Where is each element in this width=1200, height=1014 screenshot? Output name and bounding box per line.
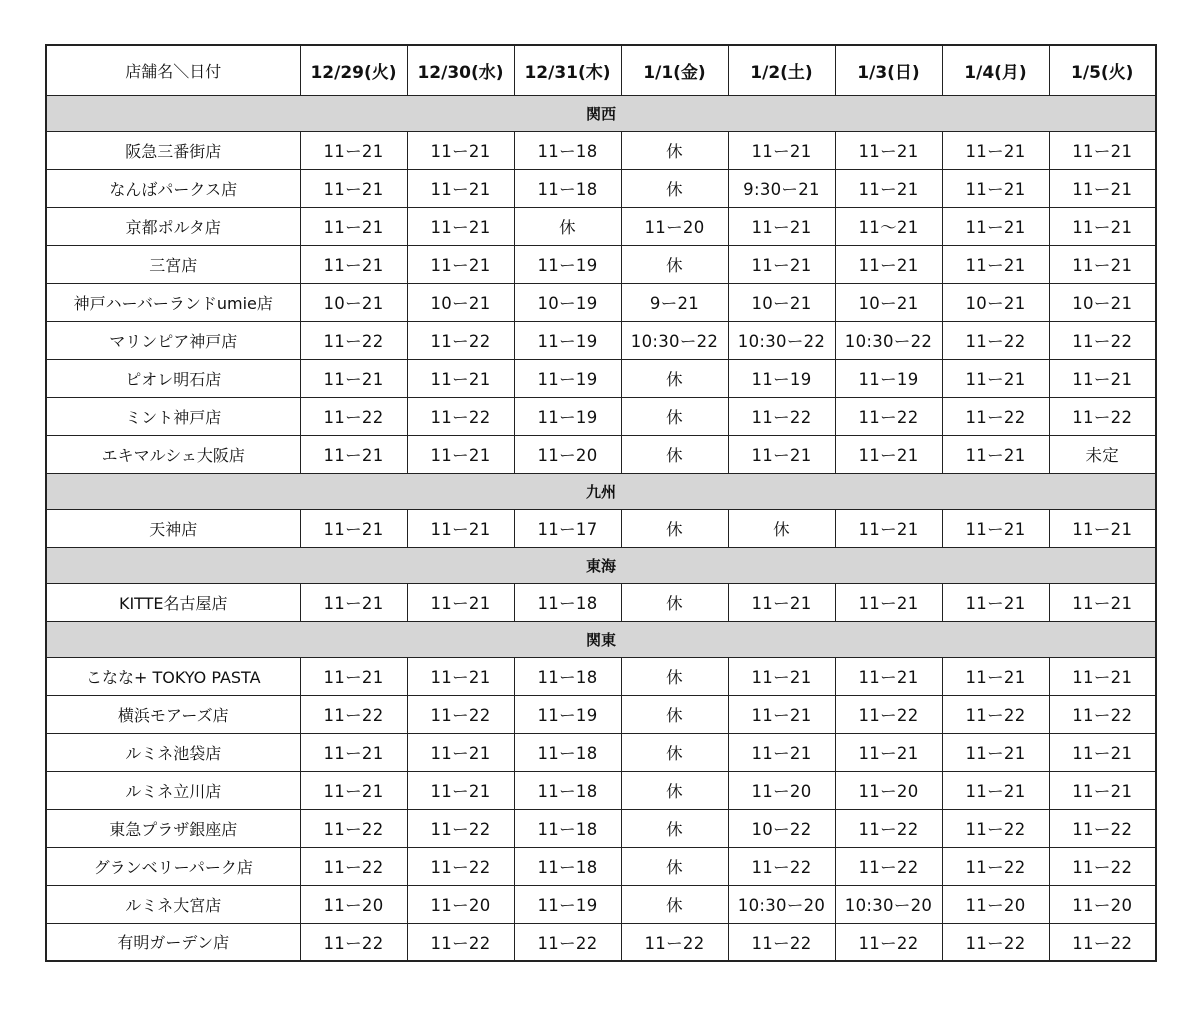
table-row bbox=[46, 207, 1156, 245]
table-row bbox=[46, 283, 1156, 321]
hours-cell: 11ー20 bbox=[942, 885, 1049, 923]
hours-cell: 10:30ー20 bbox=[728, 885, 835, 923]
hours-cell: 11ー22 bbox=[300, 847, 407, 885]
table-row bbox=[46, 657, 1156, 695]
hours-cell: 11ー21 bbox=[407, 207, 514, 245]
hours-cell: 10ー21 bbox=[407, 283, 514, 321]
date-header: 1/4(月) bbox=[942, 45, 1049, 95]
table-row bbox=[46, 169, 1156, 207]
store-name: 横浜モアーズ店 bbox=[46, 695, 300, 733]
hours-cell: 11ー21 bbox=[407, 509, 514, 547]
region-heading: 関東 bbox=[46, 621, 1156, 657]
hours-cell: 11ー19 bbox=[514, 321, 621, 359]
store-name: ミント神戸店 bbox=[46, 397, 300, 435]
hours-cell: 11ー21 bbox=[728, 131, 835, 169]
hours-cell: 11ー21 bbox=[300, 657, 407, 695]
hours-cell: 10ー21 bbox=[728, 283, 835, 321]
table-body bbox=[46, 45, 1156, 961]
table-row bbox=[46, 509, 1156, 547]
hours-cell: 11ー21 bbox=[300, 131, 407, 169]
table-row bbox=[46, 435, 1156, 473]
date-header: 1/5(火) bbox=[1049, 45, 1156, 95]
store-date-header: 店舗名＼日付 bbox=[46, 45, 300, 95]
date-header: 12/30(水) bbox=[407, 45, 514, 95]
hours-cell: 11ー21 bbox=[728, 583, 835, 621]
hours-cell: 9:30ー21 bbox=[728, 169, 835, 207]
hours-cell: 10:30ー20 bbox=[835, 885, 942, 923]
hours-cell: 休 bbox=[621, 435, 728, 473]
hours-cell: 11ー21 bbox=[835, 131, 942, 169]
hours-cell: 11ー22 bbox=[1049, 397, 1156, 435]
hours-cell: 11ー22 bbox=[942, 397, 1049, 435]
hours-cell: 11ー21 bbox=[835, 733, 942, 771]
hours-cell: 11ー21 bbox=[1049, 657, 1156, 695]
hours-cell: 11ー22 bbox=[728, 923, 835, 961]
hours-cell: 11ー21 bbox=[1049, 131, 1156, 169]
table-row bbox=[46, 131, 1156, 169]
hours-cell: 11ー21 bbox=[407, 435, 514, 473]
hours-cell: 休 bbox=[621, 359, 728, 397]
hours-cell: 11ー21 bbox=[300, 169, 407, 207]
hours-cell: 11ー22 bbox=[514, 923, 621, 961]
hours-cell: 11ー20 bbox=[621, 207, 728, 245]
hours-cell: 10ー21 bbox=[1049, 283, 1156, 321]
hours-cell: 11ー22 bbox=[621, 923, 728, 961]
hours-cell: 11ー21 bbox=[407, 131, 514, 169]
hours-cell: 11ー19 bbox=[514, 885, 621, 923]
hours-cell: 10ー22 bbox=[728, 809, 835, 847]
table-row bbox=[46, 695, 1156, 733]
table-row bbox=[46, 321, 1156, 359]
hours-cell: 11ー20 bbox=[300, 885, 407, 923]
hours-cell: 11ー22 bbox=[1049, 321, 1156, 359]
hours-cell: 11ー18 bbox=[514, 733, 621, 771]
hours-cell: 11ー22 bbox=[835, 397, 942, 435]
store-name: エキマルシェ大阪店 bbox=[46, 435, 300, 473]
hours-cell: 11ー19 bbox=[514, 359, 621, 397]
hours-cell: 11ー22 bbox=[942, 923, 1049, 961]
store-name: マリンピア神戸店 bbox=[46, 321, 300, 359]
hours-cell: 休 bbox=[621, 131, 728, 169]
hours-cell: 11ー22 bbox=[300, 397, 407, 435]
hours-cell: 11ー21 bbox=[1049, 245, 1156, 283]
hours-cell: 休 bbox=[621, 809, 728, 847]
hours-cell: 10ー21 bbox=[835, 283, 942, 321]
date-header: 1/1(金) bbox=[621, 45, 728, 95]
store-name: 東急プラザ銀座店 bbox=[46, 809, 300, 847]
hours-cell: 11ー21 bbox=[1049, 733, 1156, 771]
store-name: ルミネ大宮店 bbox=[46, 885, 300, 923]
store-name: 有明ガーデン店 bbox=[46, 923, 300, 961]
hours-cell: 11ー21 bbox=[942, 169, 1049, 207]
hours-cell: 11ー22 bbox=[835, 809, 942, 847]
hours-cell: 11ー17 bbox=[514, 509, 621, 547]
hours-cell: 11ー21 bbox=[942, 657, 1049, 695]
hours-cell: 休 bbox=[621, 397, 728, 435]
hours-cell: 11ー22 bbox=[300, 809, 407, 847]
date-header: 1/2(土) bbox=[728, 45, 835, 95]
hours-cell: 11ー21 bbox=[300, 509, 407, 547]
hours-cell: 11ー22 bbox=[300, 321, 407, 359]
hours-cell: 未定 bbox=[1049, 435, 1156, 473]
hours-cell: 10:30ー22 bbox=[621, 321, 728, 359]
store-name: こなな+ TOKYO PASTA bbox=[46, 657, 300, 695]
hours-cell: 11ー22 bbox=[407, 923, 514, 961]
hours-cell: 11ー21 bbox=[942, 509, 1049, 547]
region-row bbox=[46, 547, 1156, 583]
hours-cell: 11ー22 bbox=[407, 695, 514, 733]
hours-cell: 11ー21 bbox=[407, 733, 514, 771]
hours-cell: 11ー21 bbox=[1049, 771, 1156, 809]
date-header: 12/31(木) bbox=[514, 45, 621, 95]
hours-cell: 10ー19 bbox=[514, 283, 621, 321]
hours-cell: 9ー21 bbox=[621, 283, 728, 321]
hours-cell: 11ー21 bbox=[942, 435, 1049, 473]
hours-cell: 11ー22 bbox=[300, 695, 407, 733]
hours-cell: 11ー19 bbox=[514, 397, 621, 435]
hours-cell: 11ー21 bbox=[835, 169, 942, 207]
hours-cell: 11ー22 bbox=[942, 321, 1049, 359]
hours-cell: 11ー21 bbox=[835, 583, 942, 621]
hours-cell: 11ー22 bbox=[835, 695, 942, 733]
hours-cell: 11ー18 bbox=[514, 583, 621, 621]
hours-cell: 休 bbox=[621, 169, 728, 207]
hours-cell: 11ー21 bbox=[300, 733, 407, 771]
hours-cell: 10:30ー22 bbox=[835, 321, 942, 359]
store-name: 神戸ハーバーランドumie店 bbox=[46, 283, 300, 321]
hours-cell: 11ー19 bbox=[514, 695, 621, 733]
hours-cell: 11ー21 bbox=[300, 771, 407, 809]
table-row bbox=[46, 397, 1156, 435]
hours-cell: 11ー22 bbox=[1049, 847, 1156, 885]
hours-cell: 11ー21 bbox=[300, 583, 407, 621]
hours-cell: 11ー19 bbox=[728, 359, 835, 397]
table-row bbox=[46, 583, 1156, 621]
hours-cell: 11ー19 bbox=[514, 245, 621, 283]
hours-cell: 11ー21 bbox=[1049, 207, 1156, 245]
date-header: 12/29(火) bbox=[300, 45, 407, 95]
hours-cell: 11ー21 bbox=[1049, 509, 1156, 547]
hours-cell: 11ー21 bbox=[942, 207, 1049, 245]
region-heading: 九州 bbox=[46, 473, 1156, 509]
hours-cell: 11ー21 bbox=[1049, 359, 1156, 397]
hours-cell: 11ー20 bbox=[514, 435, 621, 473]
hours-cell: 11ー18 bbox=[514, 131, 621, 169]
hours-cell: 休 bbox=[514, 207, 621, 245]
hours-cell: 11ー22 bbox=[942, 847, 1049, 885]
region-row bbox=[46, 95, 1156, 131]
hours-cell: 11ー22 bbox=[728, 397, 835, 435]
hours-cell: 11ー22 bbox=[1049, 923, 1156, 961]
hours-cell: 11ー21 bbox=[728, 733, 835, 771]
hours-cell: 11ー21 bbox=[407, 359, 514, 397]
hours-cell: 11ー21 bbox=[728, 695, 835, 733]
hours-cell: 11ー21 bbox=[407, 583, 514, 621]
hours-cell: 11ー21 bbox=[300, 207, 407, 245]
store-name: 京都ポルタ店 bbox=[46, 207, 300, 245]
table-row bbox=[46, 771, 1156, 809]
hours-cell: 11ー20 bbox=[728, 771, 835, 809]
table-row bbox=[46, 885, 1156, 923]
region-heading: 関西 bbox=[46, 95, 1156, 131]
header-row bbox=[46, 45, 1156, 95]
hours-cell: 10ー21 bbox=[300, 283, 407, 321]
hours-cell: 11ー21 bbox=[942, 771, 1049, 809]
region-row bbox=[46, 473, 1156, 509]
hours-cell: 11ー21 bbox=[835, 657, 942, 695]
hours-cell: 11ー22 bbox=[728, 847, 835, 885]
hours-cell: 10ー21 bbox=[942, 283, 1049, 321]
table-row bbox=[46, 733, 1156, 771]
date-header: 1/3(日) bbox=[835, 45, 942, 95]
table-row bbox=[46, 847, 1156, 885]
hours-cell: 11ー21 bbox=[300, 245, 407, 283]
hours-cell: 11ー21 bbox=[942, 359, 1049, 397]
store-name: ルミネ立川店 bbox=[46, 771, 300, 809]
hours-cell: 11ー18 bbox=[514, 809, 621, 847]
hours-cell: 11ー22 bbox=[942, 809, 1049, 847]
hours-cell: 11ー21 bbox=[942, 583, 1049, 621]
hours-cell: 11ー20 bbox=[835, 771, 942, 809]
store-name: KITTE名古屋店 bbox=[46, 583, 300, 621]
region-row bbox=[46, 621, 1156, 657]
hours-cell: 11ー21 bbox=[728, 245, 835, 283]
hours-cell: 11ー21 bbox=[835, 435, 942, 473]
hours-cell: 11ー21 bbox=[728, 657, 835, 695]
hours-cell: 11ー20 bbox=[1049, 885, 1156, 923]
hours-cell: 11ー21 bbox=[407, 657, 514, 695]
hours-cell: 11ー21 bbox=[407, 169, 514, 207]
hours-cell: 11ー20 bbox=[407, 885, 514, 923]
table-row bbox=[46, 923, 1156, 961]
hours-cell: 11ー18 bbox=[514, 657, 621, 695]
store-name: 阪急三番街店 bbox=[46, 131, 300, 169]
hours-cell: 11ー21 bbox=[835, 245, 942, 283]
hours-cell: 11ー22 bbox=[835, 923, 942, 961]
hours-cell: 11ー21 bbox=[942, 245, 1049, 283]
hours-cell: 休 bbox=[621, 509, 728, 547]
store-name: なんばパークス店 bbox=[46, 169, 300, 207]
table-row bbox=[46, 359, 1156, 397]
hours-cell: 11ー22 bbox=[1049, 809, 1156, 847]
hours-cell: 休 bbox=[621, 657, 728, 695]
hours-cell: 11ー21 bbox=[728, 435, 835, 473]
hours-cell: 11ー22 bbox=[407, 321, 514, 359]
hours-cell: 11ー18 bbox=[514, 169, 621, 207]
hours-cell: 休 bbox=[621, 695, 728, 733]
hours-cell: 11ー22 bbox=[300, 923, 407, 961]
store-name: グランベリーパーク店 bbox=[46, 847, 300, 885]
hours-cell: 11ー21 bbox=[407, 771, 514, 809]
hours-cell: 11ー21 bbox=[1049, 583, 1156, 621]
hours-cell: 11ー18 bbox=[514, 847, 621, 885]
hours-cell: 11ー22 bbox=[407, 397, 514, 435]
hours-cell: 11ー21 bbox=[300, 359, 407, 397]
hours-cell: 11ー22 bbox=[407, 847, 514, 885]
business-hours-table bbox=[45, 44, 1157, 962]
hours-cell: 休 bbox=[621, 733, 728, 771]
hours-cell: 10:30ー22 bbox=[728, 321, 835, 359]
hours-cell: 11ー21 bbox=[407, 245, 514, 283]
table-row bbox=[46, 245, 1156, 283]
hours-cell: 11ー21 bbox=[942, 131, 1049, 169]
hours-cell: 11ー22 bbox=[407, 809, 514, 847]
hours-cell: 11ー22 bbox=[1049, 695, 1156, 733]
store-name: ルミネ池袋店 bbox=[46, 733, 300, 771]
store-name: ピオレ明石店 bbox=[46, 359, 300, 397]
hours-cell: 11ー18 bbox=[514, 771, 621, 809]
hours-cell: 休 bbox=[728, 509, 835, 547]
hours-cell: 11ー22 bbox=[835, 847, 942, 885]
hours-cell: 休 bbox=[621, 245, 728, 283]
store-name: 天神店 bbox=[46, 509, 300, 547]
hours-cell: 11ー21 bbox=[300, 435, 407, 473]
hours-cell: 11ー21 bbox=[942, 733, 1049, 771]
hours-cell: 休 bbox=[621, 583, 728, 621]
hours-cell: 休 bbox=[621, 847, 728, 885]
table-row bbox=[46, 809, 1156, 847]
hours-cell: 11～21 bbox=[835, 207, 942, 245]
region-heading: 東海 bbox=[46, 547, 1156, 583]
hours-cell: 11ー21 bbox=[1049, 169, 1156, 207]
hours-cell: 11ー21 bbox=[728, 207, 835, 245]
hours-cell: 休 bbox=[621, 885, 728, 923]
hours-cell: 休 bbox=[621, 771, 728, 809]
hours-cell: 11ー22 bbox=[942, 695, 1049, 733]
hours-cell: 11ー21 bbox=[835, 509, 942, 547]
hours-cell: 11ー19 bbox=[835, 359, 942, 397]
store-name: 三宮店 bbox=[46, 245, 300, 283]
